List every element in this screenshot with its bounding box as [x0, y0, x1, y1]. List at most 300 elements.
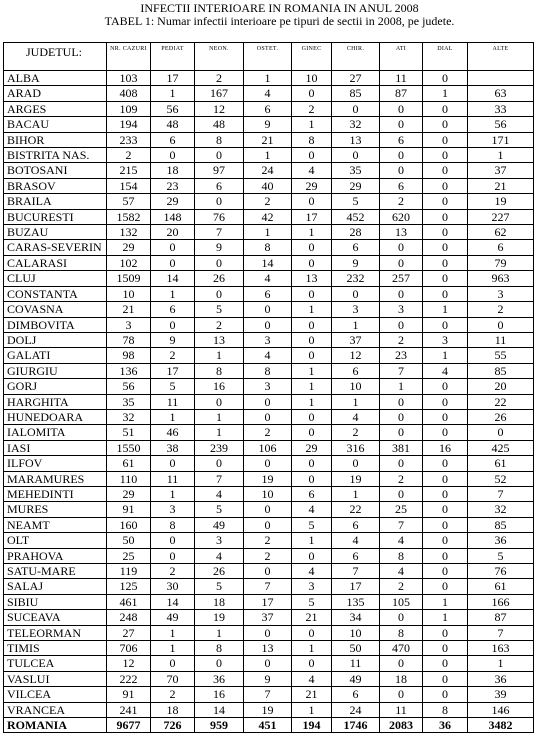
table-cell: 0 [423, 286, 468, 301]
table-cell: 17 [292, 209, 332, 224]
table-cell: 24 [244, 163, 292, 178]
table-cell: 21 [244, 132, 292, 147]
table-cell: 70 [151, 671, 195, 686]
table-cell: 105 [380, 594, 423, 609]
total-cell: 726 [151, 718, 195, 733]
table-cell: 0 [292, 471, 332, 486]
table-cell: 14 [151, 594, 195, 609]
table-cell: 0 [423, 486, 468, 501]
table-cell: 10 [332, 625, 380, 640]
table-cell: 4 [380, 533, 423, 548]
county-name-cell: ALBA [4, 71, 107, 86]
total-cell: ROMANIA [4, 718, 107, 733]
table-cell: 0 [423, 240, 468, 255]
table-cell: 0 [195, 148, 244, 163]
table-row [4, 332, 534, 347]
table-cell: 4 [380, 564, 423, 579]
table-cell: 0 [244, 394, 292, 409]
table-cell: 8 [244, 363, 292, 378]
table-row [4, 456, 534, 471]
table-cell: 62 [468, 225, 534, 240]
column-header-nr-cazuri: NR. CAZURI [107, 43, 151, 71]
table-cell: 50 [107, 533, 151, 548]
table-row [4, 209, 534, 224]
table-cell: 0 [151, 240, 195, 255]
table-cell: 0 [423, 533, 468, 548]
table-cell: 3 [332, 302, 380, 317]
table-cell: 16 [195, 379, 244, 394]
table-row [4, 178, 534, 193]
table-cell: 29 [292, 440, 332, 455]
table-cell: 0 [292, 409, 332, 424]
table-cell: 27 [332, 71, 380, 86]
table-row [4, 225, 534, 240]
table-cell: 1 [151, 625, 195, 640]
table-cell: 23 [151, 178, 195, 193]
table-cell: 0 [380, 286, 423, 301]
table-cell: 2 [380, 332, 423, 347]
table-cell: 49 [332, 671, 380, 686]
table-cell: 3 [292, 579, 332, 594]
table-cell: 0 [380, 255, 423, 270]
table-cell: 19 [468, 194, 534, 209]
table-cell: 106 [244, 440, 292, 455]
table-row [4, 548, 534, 563]
county-name-cell: CONSTANTA [4, 286, 107, 301]
table-cell: 5 [332, 194, 380, 209]
table-cell: 8 [195, 363, 244, 378]
table-cell: 7 [332, 564, 380, 579]
table-cell: 85 [332, 86, 380, 101]
table-row [4, 440, 534, 455]
table-cell: 29 [292, 178, 332, 193]
table-cell: 0 [195, 286, 244, 301]
table-cell: 61 [468, 579, 534, 594]
county-name-cell: BRAILA [4, 194, 107, 209]
table-cell: 0 [423, 71, 468, 86]
table-cell: 0 [244, 656, 292, 671]
county-name-cell: VASLUI [4, 671, 107, 686]
table-cell: 0 [151, 656, 195, 671]
column-header-ati: ATI [380, 43, 423, 71]
table-cell: 37 [244, 610, 292, 625]
table-row [4, 486, 534, 501]
table-cell: 1 [423, 594, 468, 609]
table-row [4, 194, 534, 209]
table-cell: 0 [292, 625, 332, 640]
table-cell: 34 [332, 610, 380, 625]
table-cell: 0 [423, 548, 468, 563]
table-cell: 461 [107, 594, 151, 609]
total-cell: 2083 [380, 718, 423, 733]
table-cell: 2 [151, 348, 195, 363]
table-cell: 57 [107, 194, 151, 209]
table-cell: 232 [332, 271, 380, 286]
table-cell: 119 [107, 564, 151, 579]
table-cell: 6 [151, 302, 195, 317]
table-cell: 5 [292, 594, 332, 609]
table-cell: 14 [151, 271, 195, 286]
county-name-cell: MURES [4, 502, 107, 517]
table-cell: 706 [107, 641, 151, 656]
table-cell: 29 [107, 486, 151, 501]
table-cell: 0 [292, 286, 332, 301]
table-cell: 8 [292, 132, 332, 147]
table-cell: 0 [380, 610, 423, 625]
table-cell: 241 [107, 702, 151, 717]
table-cell: 0 [423, 641, 468, 656]
table-cell: 16 [195, 687, 244, 702]
column-header-chir: CHIR. [332, 43, 380, 71]
table-cell: 2 [292, 101, 332, 116]
table-cell: 32 [332, 117, 380, 132]
table-cell: 4 [292, 163, 332, 178]
table-cell: 3 [380, 302, 423, 317]
county-name-cell: SUCEAVA [4, 610, 107, 625]
table-cell: 0 [380, 163, 423, 178]
table-row [4, 348, 534, 363]
table-cell: 9 [332, 255, 380, 270]
table-cell: 0 [423, 564, 468, 579]
table-cell: 8 [195, 641, 244, 656]
table-row [4, 533, 534, 548]
county-name-cell: GALATI [4, 348, 107, 363]
table-cell: 91 [107, 502, 151, 517]
county-name-cell: COVASNA [4, 302, 107, 317]
table-cell: 63 [468, 86, 534, 101]
table-cell: 0 [380, 656, 423, 671]
table-cell: 1 [151, 86, 195, 101]
county-name-cell: MARAMURES [4, 471, 107, 486]
table-cell: 103 [107, 71, 151, 86]
table-cell: 8 [244, 240, 292, 255]
table-cell: 257 [380, 271, 423, 286]
table-cell: 0 [244, 409, 292, 424]
table-cell: 0 [332, 456, 380, 471]
table-cell: 0 [380, 394, 423, 409]
table-cell: 2 [380, 579, 423, 594]
table-cell: 3 [244, 332, 292, 347]
table-row [4, 425, 534, 440]
table-cell: 1 [423, 348, 468, 363]
column-header-ostet: OSTET. [244, 43, 292, 71]
table-cell: 0 [244, 564, 292, 579]
column-header-ginec: GINEC [292, 43, 332, 71]
table-cell: 8 [380, 625, 423, 640]
table-cell: 2 [195, 71, 244, 86]
table-cell: 33 [468, 101, 534, 116]
table-cell: 0 [423, 409, 468, 424]
table-cell: 17 [332, 579, 380, 594]
county-name-cell: IALOMITA [4, 425, 107, 440]
table-cell: 2 [468, 302, 534, 317]
table-row [4, 564, 534, 579]
table-cell: 0 [423, 317, 468, 332]
table-cell: 1 [332, 394, 380, 409]
table-cell: 0 [423, 517, 468, 532]
table-cell: 13 [380, 225, 423, 240]
table-cell: 35 [332, 163, 380, 178]
table-cell: 2 [332, 425, 380, 440]
table-cell: 2 [244, 194, 292, 209]
table-cell: 135 [332, 594, 380, 609]
table-cell: 49 [195, 517, 244, 532]
table-cell: 10 [292, 71, 332, 86]
table-cell: 0 [468, 425, 534, 440]
table-row [4, 101, 534, 116]
county-name-cell: SIBIU [4, 594, 107, 609]
county-name-cell: CARAS-SEVERIN [4, 240, 107, 255]
table-cell: 0 [423, 502, 468, 517]
table-row [4, 271, 534, 286]
table-cell: 0 [380, 117, 423, 132]
column-header-judetul: JUDETUL: [4, 43, 107, 71]
table-cell: 7 [244, 579, 292, 594]
table-cell: 25 [380, 502, 423, 517]
table-row [4, 117, 534, 132]
table-cell: 7 [380, 363, 423, 378]
table-cell: 0 [380, 317, 423, 332]
county-name-cell: VILCEA [4, 687, 107, 702]
table-cell: 61 [107, 456, 151, 471]
table-cell: 0 [292, 86, 332, 101]
table-cell: 1582 [107, 209, 151, 224]
table-cell: 166 [468, 594, 534, 609]
table-cell: 4 [244, 348, 292, 363]
county-name-cell: VRANCEA [4, 702, 107, 717]
table-row [4, 409, 534, 424]
infections-table [3, 42, 534, 733]
table-cell: 963 [468, 271, 534, 286]
table-cell: 0 [244, 517, 292, 532]
table-cell: 7 [380, 517, 423, 532]
table-cell: 87 [380, 86, 423, 101]
table-cell: 0 [423, 225, 468, 240]
table-cell: 0 [423, 132, 468, 147]
total-cell: 1746 [332, 718, 380, 733]
table-cell: 11 [332, 656, 380, 671]
table-cell: 0 [423, 117, 468, 132]
table-cell: 109 [107, 101, 151, 116]
table-cell: 2 [244, 533, 292, 548]
table-row [4, 363, 534, 378]
table-cell: 0 [380, 486, 423, 501]
table-cell: 0 [292, 240, 332, 255]
table-cell: 48 [151, 117, 195, 132]
table-cell: 102 [107, 255, 151, 270]
table-cell: 5 [195, 502, 244, 517]
table-cell: 248 [107, 610, 151, 625]
table-cell: 0 [423, 209, 468, 224]
county-name-cell: NEAMT [4, 517, 107, 532]
table-cell: 8 [195, 132, 244, 147]
table-cell: 37 [332, 332, 380, 347]
table-cell: 0 [151, 533, 195, 548]
table-cell: 0 [423, 625, 468, 640]
table-cell: 0 [195, 255, 244, 270]
table-cell: 98 [107, 348, 151, 363]
table-cell: 42 [244, 209, 292, 224]
column-header-neon: NEON. [195, 43, 244, 71]
table-cell: 85 [468, 363, 534, 378]
county-name-cell: CLUJ [4, 271, 107, 286]
table-cell: 50 [332, 641, 380, 656]
table-cell: 29 [151, 194, 195, 209]
county-name-cell: BOTOSANI [4, 163, 107, 178]
table-cell: 1 [292, 533, 332, 548]
table-cell: 14 [195, 702, 244, 717]
table-cell: 0 [292, 255, 332, 270]
table-cell: 0 [292, 456, 332, 471]
county-name-cell: TELEORMAN [4, 625, 107, 640]
table-cell: 1 [292, 117, 332, 132]
table-cell: 0 [244, 302, 292, 317]
table-cell: 0 [380, 101, 423, 116]
table-cell: 11 [468, 332, 534, 347]
table-cell: 7 [195, 471, 244, 486]
table-cell: 132 [107, 225, 151, 240]
county-name-cell: SALAJ [4, 579, 107, 594]
table-cell: 0 [423, 163, 468, 178]
table-cell: 0 [380, 425, 423, 440]
table-cell: 0 [195, 394, 244, 409]
table-cell: 0 [380, 148, 423, 163]
table-cell: 6 [380, 178, 423, 193]
table-cell: 0 [151, 148, 195, 163]
table-cell: 40 [244, 178, 292, 193]
table-cell: 2 [380, 194, 423, 209]
table-cell: 5 [292, 517, 332, 532]
table-cell: 0 [423, 394, 468, 409]
table-cell: 233 [107, 132, 151, 147]
column-header-alte: ALTE [468, 43, 534, 71]
table-cell: 0 [151, 548, 195, 563]
table-cell: 37 [468, 163, 534, 178]
table-cell: 470 [380, 641, 423, 656]
table-cell: 0 [423, 148, 468, 163]
table-cell: 1 [332, 317, 380, 332]
table-cell: 0 [423, 579, 468, 594]
table-cell: 7 [195, 225, 244, 240]
table-cell: 4 [195, 548, 244, 563]
table-cell: 78 [107, 332, 151, 347]
table-cell: 79 [468, 255, 534, 270]
table-row [4, 302, 534, 317]
table-cell: 14 [244, 255, 292, 270]
table-cell: 0 [332, 286, 380, 301]
table-cell: 239 [195, 440, 244, 455]
table-cell: 3 [244, 379, 292, 394]
table-cell: 13 [244, 641, 292, 656]
table-cell: 48 [195, 117, 244, 132]
table-cell: 1 [195, 348, 244, 363]
column-header-dial: DIAL [423, 43, 468, 71]
table-cell: 0 [332, 101, 380, 116]
table-cell: 1 [195, 425, 244, 440]
table-row [4, 687, 534, 702]
table-cell: 20 [468, 379, 534, 394]
table-cell: 4 [292, 671, 332, 686]
table-cell: 167 [195, 86, 244, 101]
table-cell: 0 [380, 409, 423, 424]
county-name-cell: BIHOR [4, 132, 107, 147]
table-cell: 1 [332, 486, 380, 501]
county-name-cell: ARAD [4, 86, 107, 101]
table-cell: 4 [292, 502, 332, 517]
table-cell: 1509 [107, 271, 151, 286]
county-name-cell: BACAU [4, 117, 107, 132]
table-cell: 0 [423, 271, 468, 286]
table-cell: 32 [468, 502, 534, 517]
table-cell: 28 [332, 225, 380, 240]
table-cell: 36 [195, 671, 244, 686]
table-cell: 452 [332, 209, 380, 224]
table-cell: 0 [244, 456, 292, 471]
table-row [4, 86, 534, 101]
table-cell: 0 [423, 456, 468, 471]
table-cell: 20 [151, 225, 195, 240]
table-cell: 8 [151, 517, 195, 532]
table-cell: 227 [468, 209, 534, 224]
table-cell: 13 [332, 132, 380, 147]
table-cell: 148 [151, 209, 195, 224]
table-body [4, 71, 534, 718]
table-cell [468, 71, 534, 86]
table-cell: 6 [244, 101, 292, 116]
table-cell: 19 [332, 471, 380, 486]
table-cell: 6 [292, 486, 332, 501]
table-cell: 0 [423, 101, 468, 116]
table-cell: 56 [107, 379, 151, 394]
table-cell: 8 [380, 548, 423, 563]
table-cell: 9 [195, 240, 244, 255]
table-cell: 1 [244, 148, 292, 163]
table-cell: 0 [332, 148, 380, 163]
table-cell: 29 [332, 178, 380, 193]
table-cell: 18 [195, 594, 244, 609]
table-cell: 3 [107, 317, 151, 332]
table-cell: 0 [468, 317, 534, 332]
table-cell: 11 [380, 71, 423, 86]
table-cell: 52 [468, 471, 534, 486]
total-cell: 36 [423, 718, 468, 733]
table-cell: 5 [468, 548, 534, 563]
table-cell: 1 [151, 286, 195, 301]
county-name-cell: GORJ [4, 379, 107, 394]
table-cell: 4 [332, 533, 380, 548]
table-cell: 18 [151, 702, 195, 717]
table-cell: 1 [292, 302, 332, 317]
document-title: INFECTII INTERIOARE IN ROMANIA IN ANUL 2008 [140, 1, 419, 15]
table-cell: 1 [468, 656, 534, 671]
table-cell: 0 [380, 240, 423, 255]
table-cell: 12 [332, 348, 380, 363]
table-cell: 12 [195, 101, 244, 116]
table-cell: 0 [244, 502, 292, 517]
table-cell: 26 [468, 409, 534, 424]
table-cell: 3 [195, 533, 244, 548]
table-cell: 0 [244, 625, 292, 640]
table-row [4, 317, 534, 332]
table-cell: 0 [423, 194, 468, 209]
table-cell: 9 [244, 117, 292, 132]
table-cell: 36 [468, 671, 534, 686]
table-cell: 1 [292, 225, 332, 240]
table-row [4, 255, 534, 270]
table-cell: 76 [195, 209, 244, 224]
table-cell: 6 [332, 240, 380, 255]
table-cell: 3 [423, 332, 468, 347]
